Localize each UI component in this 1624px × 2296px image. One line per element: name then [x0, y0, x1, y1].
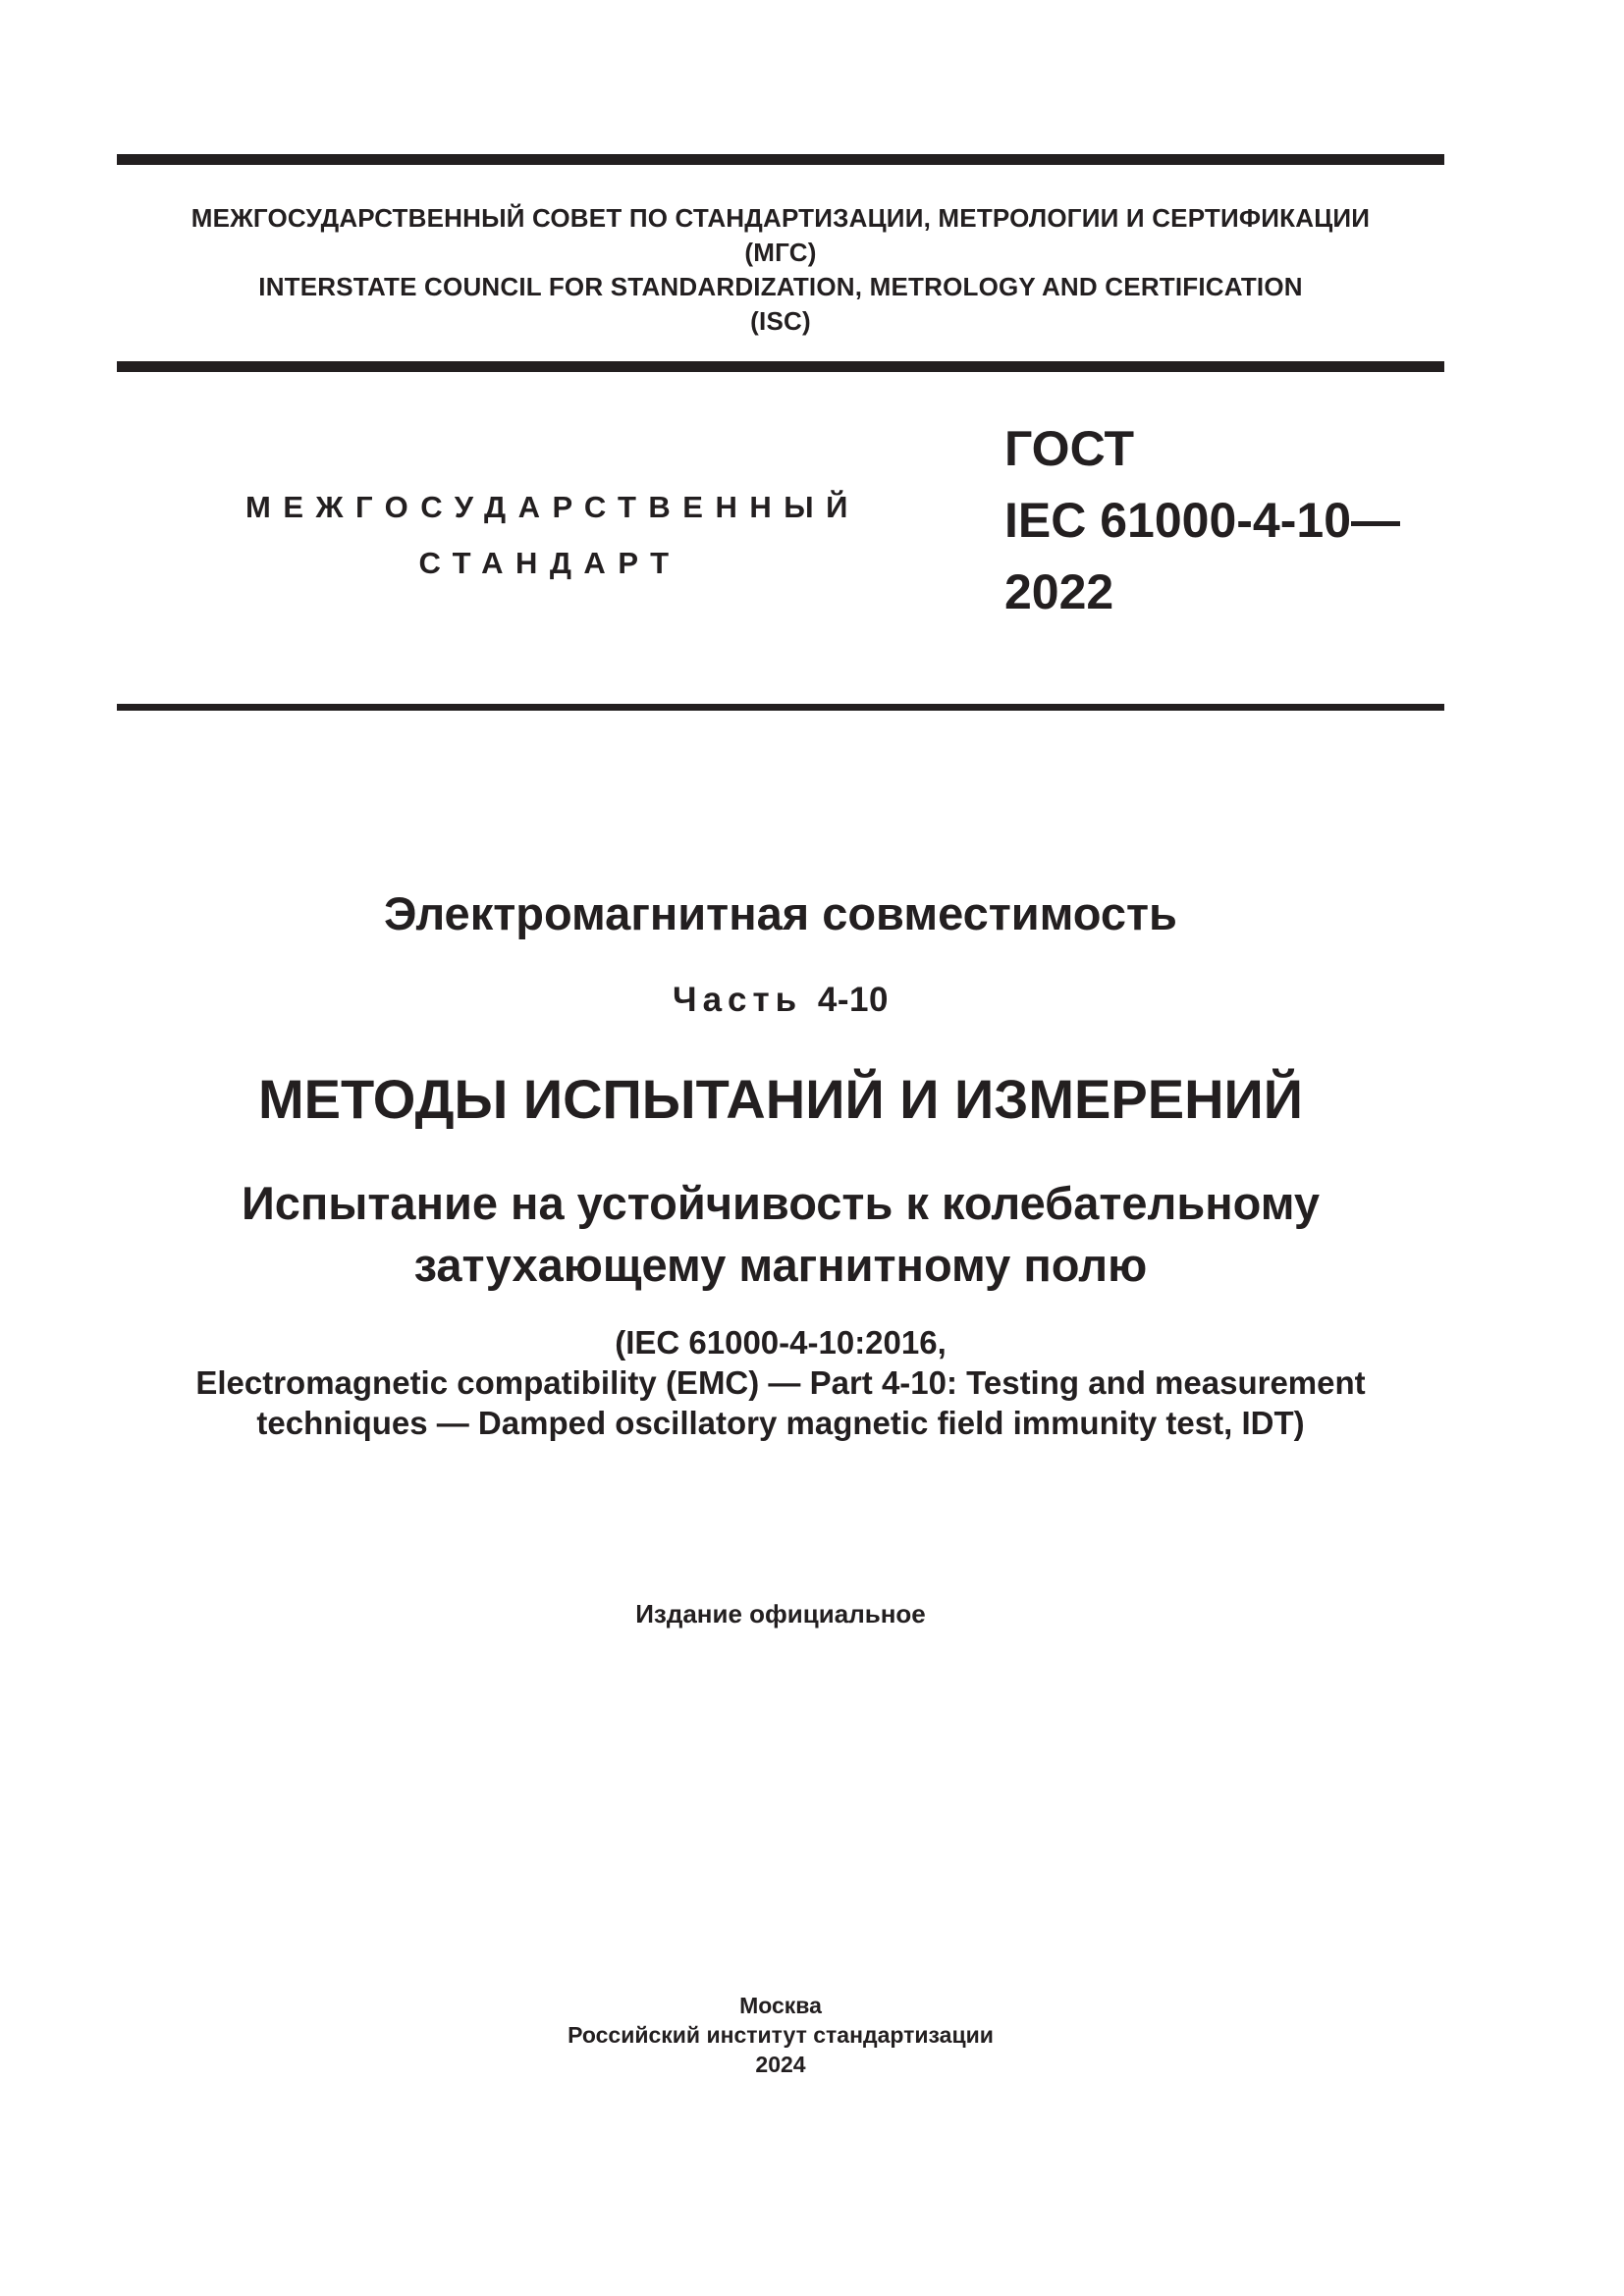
publisher-block [117, 1991, 1444, 2079]
part-number: 4-10 [817, 981, 889, 1019]
edition-label: Издание официальное [635, 1599, 926, 1629]
iec-reference-line1: (IEC 61000-4-10:2016, [615, 1324, 947, 1361]
standard-type-line2: СТАНДАРТ [418, 546, 681, 580]
designation-number: IEC 61000-4-10— [1004, 493, 1401, 548]
council-abbr-en: (ISC) [750, 306, 811, 336]
standard-type-line1: МЕЖГОСУДАРСТВЕННЫЙ [245, 490, 860, 524]
council-header [117, 201, 1444, 339]
part-label [117, 980, 1444, 1021]
publisher-institute: Российский институт стандартизации [568, 2022, 994, 2048]
document-subtitle [117, 1172, 1444, 1296]
iec-reference-line2: Electromagnetic compatibility (EMC) — Part 4-10: Testing and measurement [195, 1364, 1366, 1401]
publisher-year: 2024 [755, 2052, 806, 2077]
council-name-en: INTERSTATE COUNCIL FOR STANDARDIZATION, METROLOGY AND CERTIFICATION [258, 272, 1303, 301]
header-rule [117, 361, 1444, 372]
iec-reference [117, 1322, 1444, 1443]
designation-rule [117, 704, 1444, 711]
document-title: Электромагнитная совместимость [384, 887, 1177, 939]
subtitle-line2: затухающему магнитному полю [413, 1239, 1148, 1291]
subtitle-line1: Испытание на устойчивость к колебательному [241, 1177, 1321, 1229]
designation-year: 2022 [1004, 564, 1114, 619]
council-abbr-ru: (МГС) [744, 238, 817, 267]
designation-gost: ГОСТ [1004, 421, 1134, 476]
standard-designation [1004, 413, 1400, 628]
methods-heading: МЕТОДЫ ИСПЫТАНИЙ И ИЗМЕРЕНИЙ [257, 1068, 1304, 1130]
top-rule [117, 154, 1444, 165]
iec-reference-line3: techniques — Damped oscillatory magnetic field immunity test, IDT) [256, 1405, 1305, 1441]
part-word: Часть [673, 981, 803, 1019]
standard-type [245, 479, 860, 591]
publisher-city: Москва [739, 1993, 822, 2018]
council-name-ru: МЕЖГОСУДАРСТВЕННЫЙ СОВЕТ ПО СТАНДАРТИЗАЦИИ, МЕТРОЛОГИИ И СЕРТИФИКАЦИИ [190, 203, 1371, 233]
